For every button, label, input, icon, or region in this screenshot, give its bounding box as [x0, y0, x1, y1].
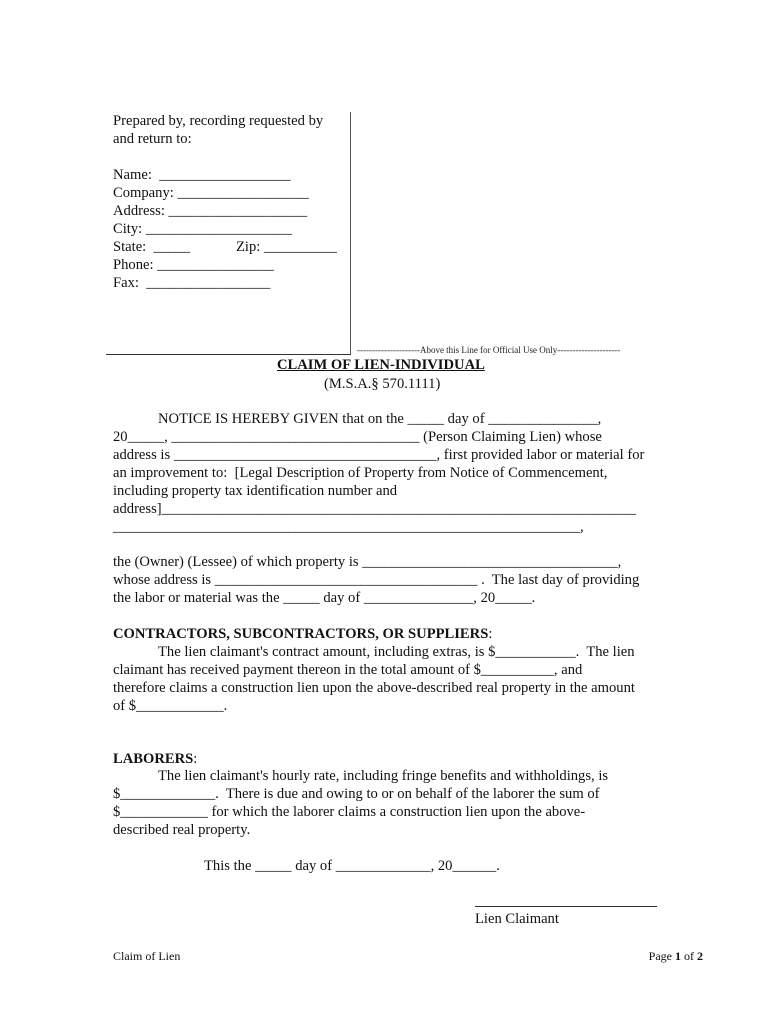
- contractors-line-4: of $____________.: [113, 698, 228, 714]
- fax-field: Fax: _________________: [113, 275, 271, 291]
- owner-line-3: the labor or material was the _____ day of _______________, 20_____.: [113, 590, 536, 606]
- page-total: 2: [697, 949, 703, 963]
- owner-line-1: the (Owner) (Lessee) of which property is ___________________________________,: [113, 554, 622, 570]
- contractors-heading-text: CONTRACTORS, SUBCONTRACTORS, OR SUPPLIERS: [113, 626, 489, 642]
- laborers-line-1: The lien claimant's hourly rate, including fringe benefits and withholdings, is: [158, 768, 609, 784]
- notice-line-7: ________________________________________________________________,: [113, 519, 584, 535]
- signature-label: Lien Claimant: [475, 911, 559, 927]
- notice-line-4: an improvement to: [Legal Description of Property from Notice of Commencement,: [113, 465, 608, 481]
- laborers-heading: [113, 750, 197, 768]
- page-current: 1: [675, 949, 681, 963]
- city-field: City: ____________________: [113, 221, 292, 237]
- header-bottom-rule: [106, 354, 351, 355]
- footer-page-number: [649, 949, 703, 964]
- laborers-heading-colon: :: [193, 751, 198, 767]
- date-line: This the _____ day of _____________, 20______.: [204, 858, 500, 874]
- contractors-line-1: The lien claimant's contract amount, including extras, is $___________. The lien: [158, 644, 635, 660]
- document-subtitle: (M.S.A.§ 570.1111): [324, 376, 441, 392]
- prepared-by-line1: Prepared by, recording requested by: [113, 113, 324, 129]
- footer-left: Claim of Lien: [113, 949, 181, 963]
- signature-rule: [475, 906, 657, 907]
- notice-line-1: NOTICE IS HEREBY GIVEN that on the _____ day of _______________,: [158, 411, 602, 427]
- laborers-line-3: $____________ for which the laborer claims a construction lien upon the above-: [113, 804, 586, 820]
- contractors-heading: [113, 625, 492, 643]
- page-prefix: Page: [648, 949, 675, 963]
- notice-line-5: including property tax identification number and: [113, 483, 398, 499]
- notice-line-2: 20_____, __________________________________ (Person Claiming Lien) whose: [113, 429, 602, 445]
- state-field: State: _____: [113, 239, 191, 255]
- name-field: Name: __________________: [113, 167, 291, 183]
- notice-line-6: address]_________________________________________________________________: [113, 501, 636, 517]
- owner-line-2: whose address is ____________________________________ . The last day of providing: [113, 572, 640, 588]
- vertical-divider: [350, 112, 351, 354]
- zip-field: Zip: __________: [236, 239, 337, 255]
- contractors-line-2: claimant has received payment thereon in the total amount of $__________, and: [113, 662, 583, 678]
- company-field: Company: __________________: [113, 185, 309, 201]
- notice-line-3: address is ____________________________________, first provided labor or material for: [113, 447, 645, 463]
- laborers-line-2: $_____________. There is due and owing to or on behalf of the laborer the sum of: [113, 786, 600, 802]
- phone-field: Phone: ________________: [113, 257, 274, 273]
- page-of: of: [681, 949, 697, 963]
- laborers-line-4: described real property.: [113, 822, 251, 838]
- contractors-heading-colon: :: [488, 626, 493, 642]
- address-field: Address: ___________________: [113, 203, 308, 219]
- laborers-heading-text: LABORERS: [113, 751, 194, 767]
- official-use-note: ---------------------Above this Line for Official Use Only---------------------: [357, 345, 621, 355]
- contractors-line-3: therefore claims a construction lien upon the above-described real property in the amount: [113, 680, 635, 696]
- prepared-by-line2: and return to:: [113, 131, 192, 147]
- document-title: CLAIM OF LIEN-INDIVIDUAL: [277, 357, 485, 373]
